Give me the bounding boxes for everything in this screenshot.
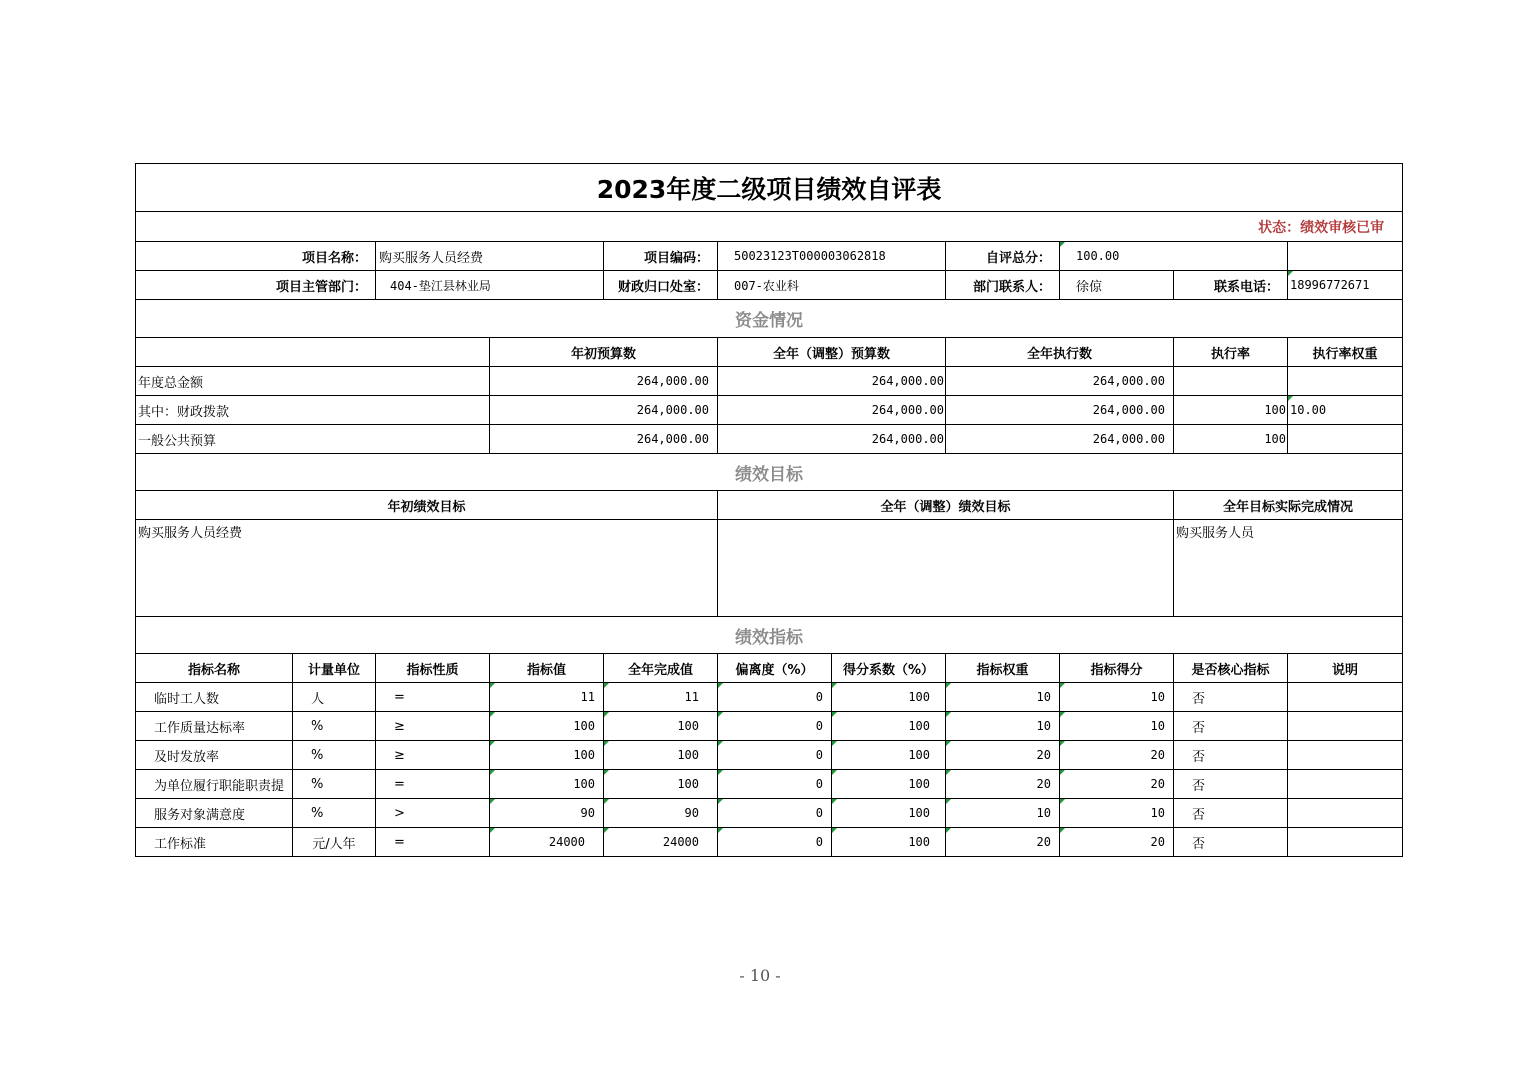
indicator-value: 100 [490,741,604,770]
indicator-note [1288,683,1403,712]
ind-header-weight: 指标权重 [946,654,1060,683]
indicator-row [136,712,1403,741]
funds-row [136,396,1403,425]
goals-header-row [136,491,1403,520]
funds-row-rate: 100 [1174,396,1288,425]
indicator-done: 100 [604,741,718,770]
indicator-coefficient: 100 [832,828,946,857]
phone-label: 联系电话： [1174,271,1288,300]
indicator-done: 24000 [604,828,718,857]
funds-row-weight [1288,367,1403,396]
indicator-value: 100 [490,770,604,799]
indicator-unit: % [293,741,376,770]
indicator-weight: 20 [946,828,1060,857]
dept-label: 项目主管部门： [136,271,376,300]
indicator-coefficient: 100 [832,683,946,712]
score-value: 100.00 [1060,242,1288,271]
funds-row-name: 其中：财政拨款 [136,396,490,425]
indicator-unit: % [293,712,376,741]
indicator-name: 临时工人数 [136,683,293,712]
indicator-nature: = [376,828,490,857]
indicator-score: 10 [1060,712,1174,741]
indicator-row [136,770,1403,799]
indicator-note [1288,799,1403,828]
self-evaluation-sheet [135,163,1402,870]
indicator-score: 20 [1060,770,1174,799]
indicator-name: 工作质量达标率 [136,712,293,741]
page-number: - 10 - [739,966,781,985]
score-label: 自评总分： [946,242,1060,271]
indicator-unit: % [293,799,376,828]
funds-row-rate [1174,367,1288,396]
info-row-1 [136,242,1403,271]
contact-label: 部门联系人： [946,271,1060,300]
indicator-core: 否 [1174,712,1288,741]
funds-section-title: 资金情况 [136,300,1403,338]
indicator-deviation: 0 [718,770,832,799]
goals-header-actual: 全年目标实际完成情况 [1174,491,1403,520]
ind-header-score: 指标得分 [1060,654,1174,683]
funds-header-adjusted: 全年（调整）预算数 [718,338,946,367]
indicator-row [136,741,1403,770]
funds-row [136,367,1403,396]
phone-value: 18996772671 [1288,271,1403,300]
funds-row-name: 一般公共预算 [136,425,490,454]
project-code-label: 项目编码： [604,242,718,271]
indicator-name: 工作标准 [136,828,293,857]
contact-value: 徐倞 [1060,271,1174,300]
indicator-coefficient: 100 [832,712,946,741]
ind-header-coefficient: 得分系数（%） [832,654,946,683]
indicator-deviation: 0 [718,683,832,712]
indicator-deviation: 0 [718,828,832,857]
indicator-deviation: 0 [718,799,832,828]
indicator-nature: ≥ [376,741,490,770]
funds-header-weight: 执行率权重 [1288,338,1403,367]
indicator-coefficient: 100 [832,741,946,770]
ind-header-name: 指标名称 [136,654,293,683]
indicator-unit: % [293,770,376,799]
ind-header-core: 是否核心指标 [1174,654,1288,683]
indicator-score: 20 [1060,828,1174,857]
indicator-deviation: 0 [718,712,832,741]
funds-row-rate: 100 [1174,425,1288,454]
indicator-score: 10 [1060,683,1174,712]
funds-row-name: 年度总金额 [136,367,490,396]
indicator-coefficient: 100 [832,799,946,828]
indicator-unit: 元/人年 [293,828,376,857]
project-code-value: 50023123T000003062818 [718,242,946,271]
indicator-nature: > [376,799,490,828]
indicator-nature: ≥ [376,712,490,741]
indicator-done: 11 [604,683,718,712]
indicator-value: 90 [490,799,604,828]
goals-header-initial: 年初绩效目标 [136,491,718,520]
indicator-row [136,799,1403,828]
indicator-value: 11 [490,683,604,712]
indicator-done: 90 [604,799,718,828]
indicator-value: 100 [490,712,604,741]
indicator-name: 及时发放率 [136,741,293,770]
goals-actual-text: 购买服务人员 [1174,520,1403,617]
indicator-weight: 20 [946,741,1060,770]
indicator-score: 10 [1060,799,1174,828]
goals-body-row [136,520,1403,617]
indicator-nature: = [376,683,490,712]
ind-header-note: 说明 [1288,654,1403,683]
indicator-nature: = [376,770,490,799]
indicator-name: 服务对象满意度 [136,799,293,828]
goals-header-adjusted: 全年（调整）绩效目标 [718,491,1174,520]
indicator-core: 否 [1174,828,1288,857]
page-title: 2023年度二级项目绩效自评表 [136,164,1403,212]
funds-header-blank [136,338,490,367]
indicator-done: 100 [604,712,718,741]
funds-row-adjusted: 264,000.00 [718,367,946,396]
indicator-weight: 10 [946,799,1060,828]
funds-row [136,425,1403,454]
funds-row-initial: 264,000.00 [490,367,718,396]
indicator-note [1288,770,1403,799]
indicator-unit: 人 [293,683,376,712]
indicator-core: 否 [1174,683,1288,712]
funds-header-row [136,338,1403,367]
status-badge: 状态：绩效审核已审 [136,212,1403,242]
indicator-note [1288,828,1403,857]
indicator-weight: 20 [946,770,1060,799]
info-row-2 [136,271,1403,300]
funds-row-executed: 264,000.00 [946,396,1174,425]
indicators-header-row [136,654,1403,683]
funds-header-initial: 年初预算数 [490,338,718,367]
dept-value: 404-垫江县林业局 [376,271,604,300]
indicator-score: 20 [1060,741,1174,770]
indicators-section-title: 绩效指标 [136,617,1403,654]
funds-row-executed: 264,000.00 [946,425,1174,454]
indicator-coefficient: 100 [832,770,946,799]
funds-row-weight [1288,425,1403,454]
indicator-name: 为单位履行职能职责提 [136,770,293,799]
goals-initial-text: 购买服务人员经费 [136,520,718,617]
indicator-deviation: 0 [718,741,832,770]
project-name-value: 购买服务人员经费 [376,242,604,271]
funds-row-initial: 264,000.00 [490,425,718,454]
ind-header-deviation: 偏离度（%） [718,654,832,683]
funds-row-weight: 10.00 [1288,396,1403,425]
empty-cell [1288,242,1403,271]
funds-row-adjusted: 264,000.00 [718,396,946,425]
indicator-core: 否 [1174,799,1288,828]
ind-header-nature: 指标性质 [376,654,490,683]
indicator-row [136,828,1403,857]
indicator-done: 100 [604,770,718,799]
indicator-note [1288,712,1403,741]
finance-label: 财政归口处室： [604,271,718,300]
indicator-core: 否 [1174,770,1288,799]
finance-value: 007-农业科 [718,271,946,300]
ind-header-unit: 计量单位 [293,654,376,683]
indicator-note [1288,741,1403,770]
funds-row-executed: 264,000.00 [946,367,1174,396]
goals-section-title: 绩效目标 [136,454,1403,491]
indicator-row [136,683,1403,712]
indicator-core: 否 [1174,741,1288,770]
funds-row-initial: 264,000.00 [490,396,718,425]
indicator-weight: 10 [946,712,1060,741]
funds-header-executed: 全年执行数 [946,338,1174,367]
indicator-weight: 10 [946,683,1060,712]
evaluation-table [135,163,1403,857]
project-name-label: 项目名称： [136,242,376,271]
indicator-value: 24000 [490,828,604,857]
funds-header-rate: 执行率 [1174,338,1288,367]
ind-header-value: 指标值 [490,654,604,683]
goals-adjusted-text [718,520,1174,617]
funds-row-adjusted: 264,000.00 [718,425,946,454]
ind-header-done: 全年完成值 [604,654,718,683]
